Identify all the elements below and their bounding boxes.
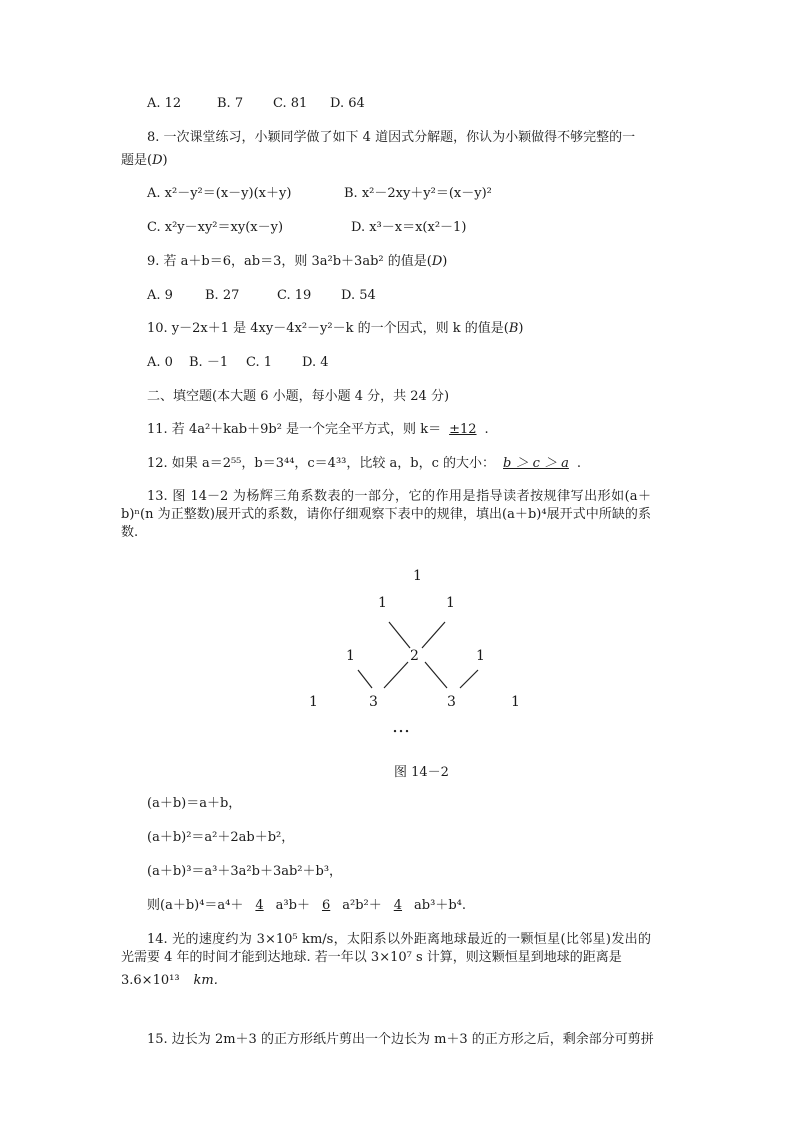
q10-stem-text: 10. y－2x＋1 是 4xy－4x²－y²－k 的一个因式，则 k 的值是(: [147, 321, 509, 336]
triangle-row2-1: 1: [378, 595, 387, 611]
q9-option-c: C. 19: [277, 288, 312, 303]
q9-stem-text: 9. 若 a＋b＝6，ab＝3，则 3a²b＋3ab² 的值是(: [147, 254, 432, 269]
q13-eq4: [147, 897, 466, 915]
q11-end: .: [484, 422, 489, 437]
q13-eq4-part-d: ab³＋b⁴.: [414, 898, 466, 913]
triangle-row3-2: 2: [410, 648, 419, 664]
q10-option-c: C. 1: [246, 355, 273, 370]
q10-stem: [147, 320, 523, 338]
q13-blank-3: 4: [393, 898, 403, 913]
q8-option-c: C. x²y－xy²＝xy(x－y): [147, 220, 284, 235]
q14-unit: km.: [193, 973, 218, 988]
triangle-row3-3: 1: [476, 648, 485, 664]
q10-option-d: D. 4: [302, 355, 329, 370]
q13-eq4-part-b: a³b＋: [275, 898, 310, 913]
q9-answer: D: [431, 254, 443, 269]
triangle-lines: [300, 560, 540, 750]
q9-option-a: A. 9: [147, 288, 173, 303]
q13-stem: 13. 图 14－2 为杨辉三角系数表的一部分，它的作用是指导读者按规律写出形如(a＋b)ⁿ(n 为正整数)展开式的系数，请你仔细观察下表中的规律，填出(a＋b)⁴展开式中所缺的系数.: [121, 489, 651, 540]
q8-stem-text: 题是(: [121, 153, 153, 168]
q8-close: ): [162, 153, 168, 168]
figure-caption: 图 14－2: [394, 765, 449, 780]
q7-option-d: D. 64: [330, 96, 365, 111]
q13-eq2: (a＋b)²＝a²＋2ab＋b²，: [147, 830, 295, 845]
triangle-row4-3: 3: [447, 694, 456, 710]
q10-options: [147, 354, 329, 372]
q8-stem-line2: [121, 152, 168, 170]
q14-stem: 14. 光的速度约为 3×10⁵ km/s，太阳系以外距离地球最近的一颗恒星(比邻星)发出的光需要 4 年的时间才能到达地球. 若一年以 3×10⁷ s 计算，则这颗恒星到地球的距离是: [121, 932, 651, 965]
q9-option-d: D. 54: [341, 288, 376, 303]
q15-stem: 15. 边长为 2m＋3 的正方形纸片剪出一个边长为 m＋3 的正方形之后，剩余部分可剪拼: [147, 1032, 654, 1047]
q9-options: [147, 287, 376, 305]
q8-option-a: A. x²－y²＝(x－y)(x＋y): [147, 186, 292, 201]
triangle-row3-1: 1: [346, 648, 355, 664]
q9-option-b: B. 27: [205, 288, 240, 303]
q12-end: .: [576, 456, 582, 471]
section-heading-fill-in: 二、填空题(本大题 6 小题，每小题 4 分，共 24 分): [147, 389, 450, 404]
q10-answer: B: [508, 321, 519, 336]
q14-answer-line: [121, 972, 218, 990]
q13-eq1: (a＋b)＝a＋b，: [147, 796, 242, 811]
triangle-row1-1: 1: [413, 568, 422, 584]
q7-option-b: B. 7: [217, 96, 244, 111]
q11: [147, 421, 489, 439]
q7-option-c: C. 81: [273, 96, 308, 111]
q8-option-b: B. x²－2xy＋y²＝(x－y)²: [344, 186, 492, 201]
yanghui-triangle-figure: [300, 560, 540, 750]
q13-eq3: (a＋b)³＝a³＋3a²b＋3ab²＋b³，: [147, 864, 343, 879]
q11-stem: 11. 若 4a²＋kab＋9b² 是一个完全平方式，则 k＝: [147, 422, 442, 437]
triangle-row4-2: 3: [369, 694, 378, 710]
triangle-row2-2: 1: [446, 595, 455, 611]
q9-stem: [147, 253, 447, 271]
q7-options: [147, 95, 365, 113]
q8-option-d: D. x³－x＝x(x²－1): [351, 220, 467, 235]
triangle-row4-1: 1: [309, 694, 318, 710]
triangle-ellipsis: …: [392, 716, 410, 737]
q10-option-b: B. －1: [189, 355, 229, 370]
q12-stem: 12. 如果 a＝2⁵⁵，b＝3⁴⁴，c＝4³³，比较 a，b，c 的大小：: [147, 456, 495, 471]
triangle-row4-4: 1: [511, 694, 520, 710]
q13-blank-1: 4: [255, 898, 264, 913]
q9-close: ): [442, 254, 448, 269]
q12: [147, 455, 581, 473]
q13-eq4-part-a: 则(a＋b)⁴＝a⁴＋: [147, 898, 244, 913]
q11-answer: ±12: [449, 422, 477, 437]
q8-answer: D: [152, 153, 163, 168]
q12-answer: b ＞ c ＞ a: [503, 456, 569, 471]
q7-option-a: A. 12: [147, 96, 182, 111]
q13-eq4-part-c: a²b²＋: [342, 898, 382, 913]
q14-answer: 3.6×10¹³: [121, 973, 180, 988]
q10-close: ): [518, 321, 524, 336]
q13-blank-2: 6: [321, 898, 331, 913]
q8-stem-line1: 8. 一次课堂练习，小颖同学做了如下 4 道因式分解题，你认为小颖做得不够完整的一: [147, 130, 636, 145]
q10-option-a: A. 0: [147, 355, 173, 370]
